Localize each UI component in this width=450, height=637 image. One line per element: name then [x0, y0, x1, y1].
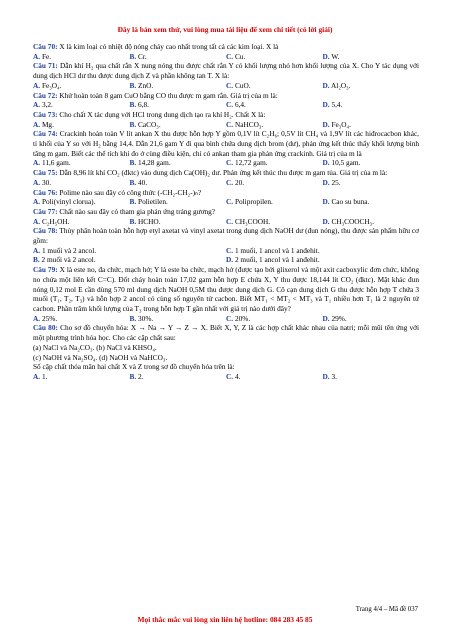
answer-text: 2 muối, 1 ancol và 1 anđehit.: [234, 255, 320, 265]
answer-option: [323, 197, 420, 207]
answer-letter: D.: [322, 51, 330, 61]
answer-text: 40.: [138, 177, 148, 187]
answer-text: HCHO.: [138, 216, 161, 226]
answer-text: CaCO₃.: [138, 119, 161, 129]
question-stem: [33, 168, 419, 178]
answer-option: [323, 100, 420, 110]
question-stem: [33, 129, 419, 158]
answer-letter: A.: [33, 245, 41, 255]
answer-option: [130, 158, 227, 168]
answer-text: 1 muối, 1 ancol và 1 anđehit.: [234, 245, 320, 255]
question-text: Dẫn 8,96 lít khí CO₂ (đktc) vào dung dịch Ca(OH)₂ dư. Phản ứng kết thúc thu được m gam tủa. Giá trị của m là:: [59, 168, 388, 178]
answer-options: [33, 217, 419, 227]
answer-letter: D.: [322, 100, 330, 110]
answer-text: Cr.: [138, 51, 147, 61]
answer-options: [33, 120, 419, 130]
answer-text: CH₃COOCH₃.: [331, 216, 375, 226]
answer-text: 29%.: [331, 313, 347, 323]
question-list: [33, 42, 419, 382]
answer-letter: C.: [226, 216, 234, 226]
answer-option: [130, 372, 227, 382]
answer-option: [130, 81, 227, 91]
answer-letter: B.: [129, 216, 137, 226]
answer-option: [323, 178, 420, 188]
answer-text: 25%.: [41, 313, 58, 323]
answer-letter: C.: [226, 80, 234, 90]
question-stem: [33, 110, 419, 120]
answer-letter: B.: [33, 255, 40, 265]
answer-option: [226, 81, 323, 91]
question-number: Câu 70:: [33, 42, 58, 51]
question-number: Câu 76:: [33, 187, 58, 197]
answer-option: [33, 158, 130, 168]
answer-text: 2 muối và 2 ancol.: [41, 255, 96, 265]
answer-text: 10,5 gam.: [331, 158, 361, 168]
answer-letter: B.: [129, 80, 137, 90]
question-number: Câu 79:: [33, 265, 58, 275]
answer-option: [130, 52, 227, 62]
answer-letter: C.: [226, 158, 234, 168]
answer-letter: B.: [129, 158, 137, 168]
answer-option: [130, 120, 227, 130]
question-stem: [33, 207, 419, 217]
answer-option: [323, 217, 420, 227]
answer-letter: B.: [129, 100, 137, 110]
answer-option: [130, 100, 227, 110]
answer-text: Cu.: [234, 51, 246, 61]
answer-letter: C.: [226, 197, 234, 207]
question-stem: [33, 61, 419, 80]
answer-options: [33, 158, 419, 168]
answer-option: [130, 178, 227, 188]
answer-option: [323, 81, 420, 91]
answer-option: [226, 246, 419, 256]
answer-text: 12,72 gam.: [234, 158, 268, 168]
answer-text: 25.: [331, 177, 341, 187]
answer-option: [323, 314, 420, 324]
answer-letter: C.: [226, 245, 234, 255]
answer-option: [130, 314, 227, 324]
answer-text: Cao su buna.: [331, 197, 370, 207]
question-text: Cho sơ đồ chuyển hóa: X → Na → Y → Z → X. Biết X, Y, Z là các hợp chất khác nhau của natri; mỗi mũi tên ứng với một phương trình hóa học. Cho các cặp chất sau:: [33, 323, 419, 343]
question-text: Thủy phân hoàn toàn hỗn hợp etyl axetat và vinyl axetat trong dung dịch NaOH dư (đun nóng), thu được sản phẩm hữu cơ gồm:: [33, 226, 419, 246]
answer-option: [226, 372, 323, 382]
answer-text: Poli(vinyl clorua).: [41, 197, 96, 207]
answer-option: [33, 255, 226, 265]
answer-text: 6,4.: [234, 100, 246, 110]
question-stem: [33, 188, 419, 198]
question-number: Câu 74:: [33, 129, 58, 139]
answer-option: [323, 52, 420, 62]
preview-notice: Đây là bản xem thử, vui lòng mua tài liệu để xem chi tiết (có lời giải): [117, 25, 333, 34]
question-text: Polime nào sau đây có công thức (-CH₂-CH₂-)ₙ?: [59, 187, 202, 197]
answer-text: Fe₃O₄.: [41, 80, 62, 90]
answer-option: [33, 314, 130, 324]
answer-text: CuO.: [234, 80, 251, 90]
answer-option: [226, 52, 323, 62]
question-stem: [33, 42, 419, 52]
answer-letter: C.: [226, 100, 234, 110]
answer-letter: A.: [33, 371, 41, 381]
answer-letter: A.: [33, 197, 41, 207]
question-extra-line: (a) NaCl và Na₂CO₃. (b) NaCl và KHSO₄.: [33, 342, 157, 352]
question-stem: [33, 226, 419, 245]
answer-letter: C.: [226, 51, 234, 61]
answer-option: [226, 255, 419, 265]
answer-text: CH₃COOH.: [234, 216, 271, 226]
answer-option: [226, 120, 323, 130]
answer-letter: D.: [322, 313, 330, 323]
answer-letter: A.: [33, 51, 41, 61]
answer-letter: A.: [33, 216, 41, 226]
answer-option: [323, 120, 420, 130]
question-extra-line: Số cặp chất thỏa mãn hai chất X và Z trong sơ đồ chuyển hóa trên là:: [33, 362, 235, 372]
answer-text: Mg.: [41, 119, 54, 129]
answer-letter: A.: [33, 119, 41, 129]
answer-text: 6,8.: [138, 100, 149, 110]
answer-options: [33, 372, 419, 382]
answer-option: [130, 217, 227, 227]
answer-text: NaHCO₃.: [234, 119, 264, 129]
answer-letter: D.: [322, 119, 330, 129]
question-stem: [33, 265, 419, 314]
answer-letter: A.: [33, 177, 41, 187]
answer-letter: D.: [226, 255, 234, 265]
question-stem: [33, 323, 419, 342]
answer-option: [33, 197, 130, 207]
answer-option: [33, 246, 226, 256]
answer-text: 5,4.: [331, 100, 343, 110]
answer-text: 11,6 gam.: [41, 158, 71, 168]
answer-text: Fe₃O₄.: [331, 119, 351, 129]
answer-letter: B.: [129, 51, 137, 61]
answer-text: 20%.: [234, 313, 251, 323]
answer-letter: D.: [322, 371, 330, 381]
answer-text: 14,28 gam.: [138, 158, 171, 168]
answer-option: [130, 197, 227, 207]
question-text: Dẫn khí H₂ qua chất rắn X nung nóng thu được chất rắn Y có khối lượng nhỏ hơn khối lượng của X. Cho Y tác dụng với dung dịch HCl dư thu được dung dịch Z và phần không tan T. X là:: [33, 61, 420, 81]
question-extra-line: (c) NaOH và Na₂SO₄. (d) NaOH và NaHCO₃.: [33, 352, 168, 362]
answer-text: 3,2.: [41, 100, 53, 110]
answer-text: 30%.: [138, 313, 154, 323]
answer-option: [226, 100, 323, 110]
answer-option: [323, 158, 420, 168]
question-number: Câu 80:: [33, 323, 58, 333]
answer-letter: B.: [129, 371, 137, 381]
answer-options: [33, 314, 419, 324]
answer-text: 30.: [41, 177, 52, 187]
question-number: Câu 71:: [33, 61, 58, 71]
answer-option: [33, 372, 130, 382]
answer-text: 4.: [234, 371, 241, 381]
answer-option: [33, 217, 130, 227]
answer-options: [33, 178, 419, 188]
answer-letter: A.: [33, 80, 41, 90]
answer-option: [226, 178, 323, 188]
answer-letter: A.: [33, 158, 41, 168]
question-text: Khử hoàn toàn 8 gam CuO bằng CO thu được m gam rắn. Giá trị của m là:: [59, 90, 278, 100]
answer-option: [33, 178, 130, 188]
answer-letter: C.: [226, 313, 234, 323]
question-text: Cho chất X tác dụng với HCl trong dung dịch tạo ra khí H₂. Chất X là:: [59, 109, 266, 119]
answer-letter: D.: [322, 177, 330, 187]
answer-options: [33, 255, 419, 265]
answer-letter: B.: [129, 119, 137, 129]
answer-options: [33, 197, 419, 207]
question-text: Chất nào sau đây có tham gia phản ứng tráng gương?: [59, 206, 215, 216]
question-number: Câu 77:: [33, 206, 58, 216]
answer-text: Al₂O₃.: [331, 80, 351, 90]
answer-options: [33, 246, 419, 256]
answer-option: [226, 158, 323, 168]
answer-option: [226, 217, 323, 227]
answer-letter: D.: [322, 158, 330, 168]
answer-letter: A.: [33, 313, 41, 323]
page-footer: Trang 4/4 – Mã đề 037: [355, 606, 418, 613]
answer-text: Polietilen.: [138, 197, 168, 207]
question-number: Câu 75:: [33, 168, 58, 178]
question-number: Câu 72:: [33, 90, 58, 100]
answer-letter: B.: [129, 177, 137, 187]
answer-text: 2.: [138, 371, 144, 381]
hotline-notice: Mọi thắc mắc vui lòng xin liên hệ hotline: 084 283 45 85: [137, 615, 313, 624]
answer-options: [33, 81, 419, 91]
answer-letter: B.: [129, 313, 137, 323]
question-text: X là kim loại có nhiệt độ nóng chảy cao nhất trong tất cả các kim loại. X là: [59, 42, 279, 51]
answer-letter: D.: [322, 197, 330, 207]
answer-letter: C.: [226, 371, 234, 381]
answer-letter: D.: [322, 216, 330, 226]
answer-letter: C.: [226, 177, 234, 187]
question-text: X là este no, đa chức, mạch hở; Y là este ba chức, mạch hở (được tạo bởi glixerol và một axit cacboxylic đơn chức, không no chứa một liên kết C=C). Đốt cháy hoàn toàn 17,02 gam hỗn hợp E chứa X, Y thu được 18,144 lít CO₂ (đktc). Mặt khác đun nóng 0,12 mol E cần dùng 570 ml dung dịch NaOH 0,5M thu được dung dịch G. Cô cạn dung dịch G thu được hỗn hợp T chứa 3 muối (T₁, T₂, T₃) và hỗn hợp 2 ancol có cùng số nguyên tử cacbon. Biết MT₁ < MT₂ < MT₃ và T₁ nhiều hơn T₁ là 2 nguyên tử cacbon. Phần trăm khối lượng của T₃ trong hỗn hợp T gần nhất với giá trị nào dưới đây?: [33, 265, 420, 313]
answer-options: [33, 52, 419, 62]
answer-letter: D.: [322, 80, 330, 90]
answer-text: Fe.: [41, 51, 52, 61]
answer-option: [226, 314, 323, 324]
answer-letter: C.: [226, 119, 234, 129]
answer-text: Polipropilen.: [234, 197, 273, 207]
answer-option: [33, 120, 130, 130]
question-number: Câu 78:: [33, 226, 58, 236]
answer-text: 3.: [331, 371, 337, 381]
question-text: Crackinh hoàn toàn V lít ankan X thu được hỗn hợp Y gồm 0,1V lít C₂H₆; 0,5V lít CH₄ và 1,9V lít các hiđrocacbon khác, tỉ khối của Y so với H₂ bằng 14,4. Dẫn 21,6 gam Y đi qua bình chứa dung dịch brom (dư), phản ứng kết thúc thấy khối lượng bình tăng m gam. Biết các thể tích khí đo ở cùng điều kiện, chỉ có ankan tham gia phản ứng crackinh. Giá trị của m là: [33, 129, 420, 158]
answer-letter: B.: [129, 197, 137, 207]
answer-option: [33, 100, 130, 110]
answer-option: [226, 197, 323, 207]
answer-text: 1.: [41, 371, 48, 381]
answer-text: W.: [331, 51, 340, 61]
answer-text: ZnO.: [138, 80, 154, 90]
question-number: Câu 73:: [33, 109, 58, 119]
answer-option: [323, 372, 420, 382]
answer-text: 20.: [234, 177, 245, 187]
answer-options: [33, 100, 419, 110]
answer-letter: A.: [33, 100, 41, 110]
answer-text: 1 muối và 2 ancol.: [41, 245, 97, 255]
answer-option: [33, 52, 130, 62]
answer-option: [33, 81, 130, 91]
answer-text: C₂H₅OH.: [41, 216, 70, 226]
question-stem: [33, 91, 419, 101]
